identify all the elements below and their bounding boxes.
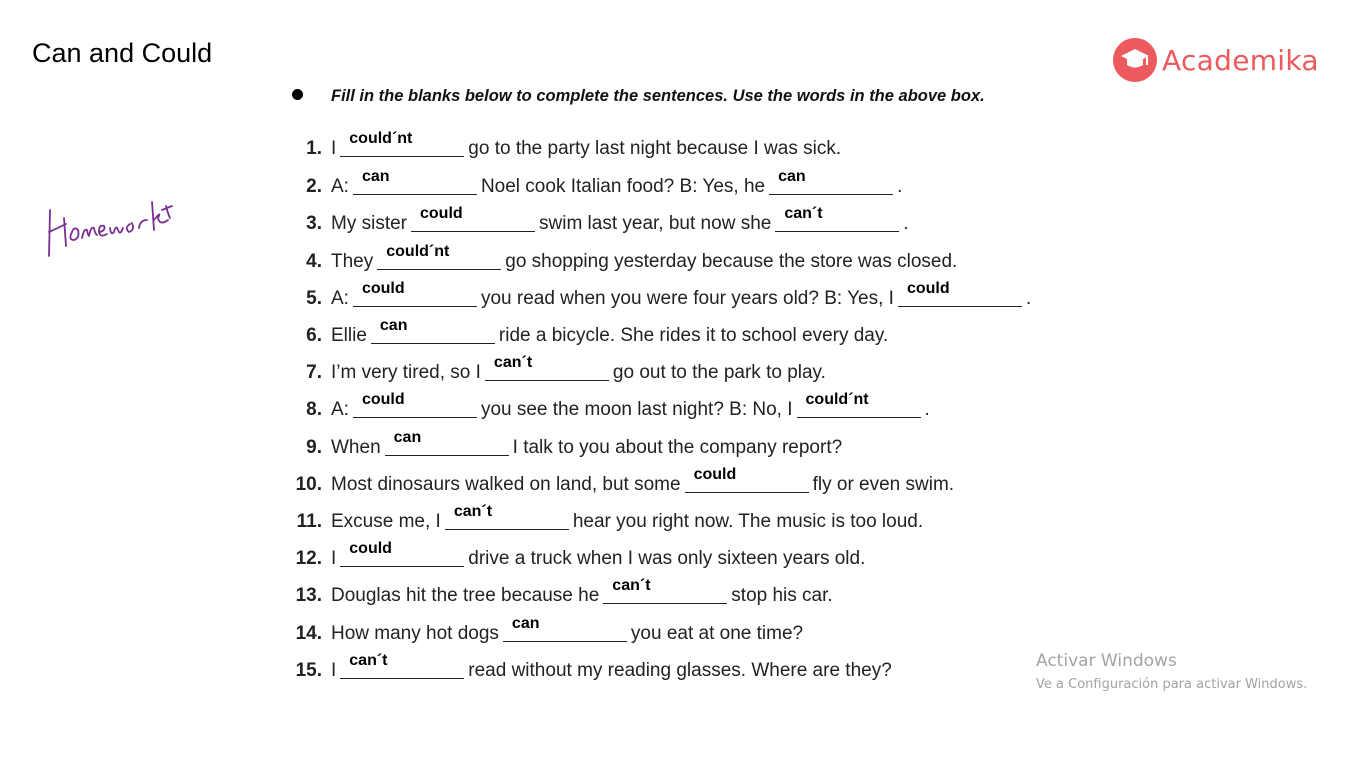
exercise-row	[290, 540, 866, 572]
exercise-row	[290, 205, 909, 237]
exercise-number: 7.	[306, 362, 322, 383]
answer-blank[interactable]	[353, 391, 477, 418]
sentence-text: They	[331, 251, 374, 272]
exercise-row	[290, 466, 955, 498]
sentence-text: A:	[331, 176, 349, 197]
exercise-number: 5.	[306, 288, 322, 309]
sentence-text: Douglas hit the tree because he	[331, 585, 600, 606]
answer-blank[interactable]	[340, 540, 464, 567]
exercise-row	[290, 652, 892, 684]
exercise-number: 6.	[306, 325, 322, 346]
exercise-row	[290, 429, 843, 461]
sentence-text: ride a bicycle. She rides it to school every day.	[498, 325, 889, 346]
logo-text: Academika	[1162, 43, 1319, 77]
answer-text: could	[420, 205, 463, 222]
sentence-text: you see the moon last night? B: No, I	[480, 399, 793, 420]
exercise-number: 2.	[306, 176, 322, 197]
answer-text: could´nt	[805, 391, 869, 408]
instruction-text: Fill in the blanks below to complete the sentences. Use the words in the above box.	[331, 87, 985, 105]
graduation-cap-icon	[1113, 38, 1157, 82]
answer-text: could´nt	[349, 130, 413, 147]
exercise-number: 8.	[306, 399, 322, 420]
sentence-text: go to the party last night because I was sick.	[468, 138, 842, 159]
exercise-number: 1.	[306, 138, 322, 159]
sentence-text: stop his car.	[731, 585, 833, 606]
instruction-line	[292, 87, 985, 106]
answer-text: could	[361, 280, 405, 297]
answer-blank[interactable]	[898, 280, 1022, 307]
answer-text: can´t	[493, 354, 533, 371]
sentence-text: Excuse me, I	[331, 511, 441, 532]
exercise-number: 12.	[295, 548, 322, 569]
answer-text: can´t	[453, 503, 493, 520]
sentence-text: .	[924, 399, 930, 420]
sentence-text: drive a truck when I was only sixteen years old.	[468, 548, 866, 569]
answer-text: can	[511, 615, 540, 632]
answer-blank[interactable]	[503, 615, 627, 642]
sentence-text: .	[897, 176, 903, 197]
answer-text: could	[361, 391, 405, 408]
bullet-icon	[292, 89, 303, 100]
sentence-text: you read when you were four years old? B: Yes, I	[480, 288, 894, 309]
sentence-text: A:	[331, 399, 349, 420]
exercise-number: 4.	[306, 251, 322, 272]
sentence-text: I	[331, 138, 337, 159]
answer-text: could	[349, 540, 392, 557]
answer-blank[interactable]	[685, 466, 809, 493]
sentence-text: A:	[331, 288, 349, 309]
answer-text: can´t	[349, 652, 388, 669]
sentence-text: How many hot dogs	[331, 623, 499, 644]
sentence-text: .	[1025, 288, 1032, 309]
exercise-row	[290, 317, 889, 349]
watermark-title: Activar Windows	[1036, 651, 1177, 671]
answer-blank[interactable]	[797, 391, 921, 418]
answer-blank[interactable]	[411, 205, 535, 232]
answer-blank[interactable]	[377, 243, 501, 270]
answer-blank[interactable]	[371, 317, 495, 344]
exercise-row	[290, 615, 804, 647]
sentence-text: Most dinosaurs walked on land, but some	[331, 474, 681, 495]
exercise-row	[290, 280, 1032, 312]
answer-text: can´t	[784, 205, 823, 222]
sentence-text: Noel cook Italian food? B: Yes, he	[480, 176, 766, 197]
answer-text: could´nt	[386, 243, 450, 260]
answer-text: can´t	[612, 577, 651, 594]
sentence-text: My sister	[331, 213, 407, 234]
sentence-text: I	[331, 660, 337, 681]
exercise-number: 11.	[296, 511, 322, 532]
exercise-row	[290, 130, 842, 162]
sentence-text: you eat at one time?	[630, 623, 804, 644]
page-title: Can and Could	[32, 38, 213, 68]
answer-blank[interactable]	[353, 168, 477, 195]
exercise-row	[290, 243, 958, 275]
exercise-number: 3.	[306, 213, 322, 234]
exercise-row	[290, 503, 924, 535]
exercise-number: 15.	[295, 660, 322, 681]
exercise-row	[290, 354, 826, 386]
exercise-number: 9.	[306, 437, 322, 458]
answer-text: can	[361, 168, 390, 185]
sentence-text: swim last year, but now she	[539, 213, 772, 234]
answer-text: could	[693, 466, 737, 483]
answer-blank[interactable]	[445, 503, 569, 530]
sentence-text: go out to the park to play.	[612, 362, 826, 383]
exercise-row	[290, 577, 833, 609]
handwritten-homework-signature	[44, 180, 214, 265]
answer-blank[interactable]	[485, 354, 609, 381]
sentence-text: When	[331, 437, 381, 458]
answer-text: can	[778, 168, 806, 185]
watermark-subtitle: Ve a Configuración para activar Windows.	[1036, 677, 1308, 692]
answer-blank[interactable]	[340, 130, 464, 157]
answer-blank[interactable]	[769, 168, 893, 195]
sentence-text: I	[331, 548, 337, 569]
sentence-text: fly or even swim.	[812, 474, 955, 495]
sentence-text: .	[903, 213, 909, 234]
answer-blank[interactable]	[340, 652, 464, 679]
answer-blank[interactable]	[603, 577, 727, 604]
academika-logo	[1113, 37, 1319, 83]
sentence-text: I talk to you about the company report?	[512, 437, 843, 458]
answer-blank[interactable]	[353, 280, 477, 307]
windows-activation-watermark	[1036, 651, 1307, 692]
exercise-number: 14.	[295, 623, 322, 644]
answer-text: could	[906, 280, 950, 297]
sentence-text: Ellie	[331, 325, 367, 346]
sentence-text: go shopping yesterday because the store was closed.	[505, 251, 958, 272]
exercise-row	[290, 168, 903, 200]
exercise-number: 13.	[295, 585, 322, 606]
sentence-text: I’m very tired, so I	[331, 362, 481, 383]
sentence-text: hear you right now. The music is too loud.	[572, 511, 924, 532]
sentence-text: read without my reading glasses. Where are they?	[468, 660, 892, 681]
answer-text: can	[379, 317, 408, 334]
exercise-row	[290, 391, 930, 423]
exercise-number: 10.	[295, 474, 322, 495]
answer-blank[interactable]	[775, 205, 899, 232]
answer-text: can	[393, 429, 422, 446]
answer-blank[interactable]	[385, 429, 509, 456]
